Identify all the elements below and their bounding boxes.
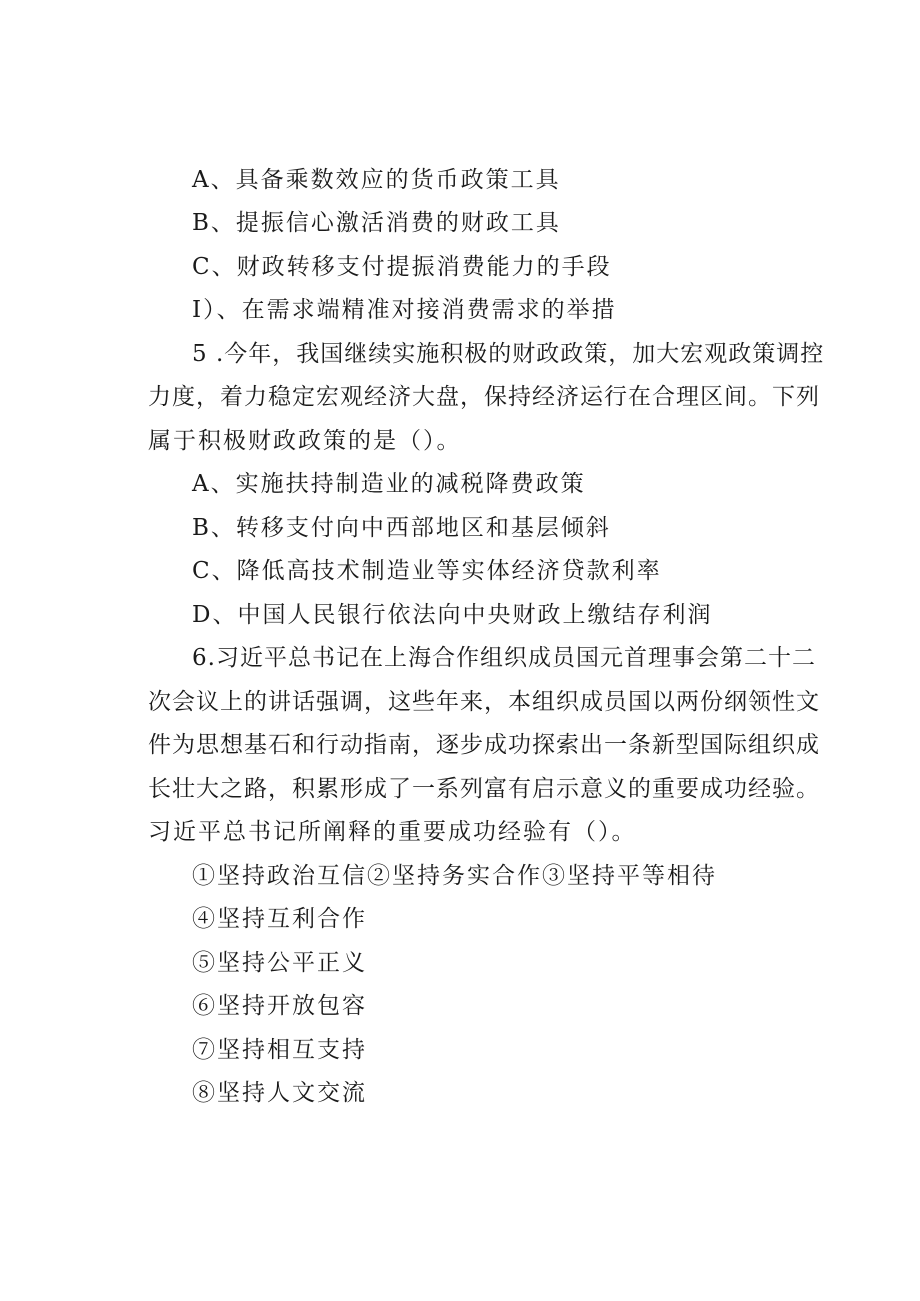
q5-stem-line-2: 力度，着力稳定宏观经济大盘，保持经济运行在合理区间。下列 [148, 384, 820, 410]
q6-item-6: ⑥坚持开放包容 [192, 993, 367, 1019]
q6-item-7: ⑦坚持相互支持 [192, 1037, 367, 1063]
q5-option-a: A、实施扶持制造业的减税降费政策 [192, 471, 586, 497]
q6-item-8: ⑧坚持人文交流 [192, 1080, 367, 1106]
q6-stem-line-1: 6.习近平总书记在上海合作组织成员国元首理事会第二十二 [192, 645, 816, 671]
q6-items-1-3: ①坚持政治互信②坚持务实合作③坚持平等相待 [192, 863, 717, 889]
q6-stem-line-2: 次会议上的讲话强调，这些年来，本组织成员国以两份纲领性文 [148, 689, 820, 715]
q4-option-a: A、具备乘数效应的货币政策工具 [192, 167, 561, 193]
q4-option-d: I）、在需求端精准对接消费需求的举措 [192, 297, 617, 323]
q6-stem-line-5: 习近平总书记所阐释的重要成功经验有（）。 [148, 819, 637, 845]
q4-option-b: B、提振信心激活消费的财政工具 [192, 210, 561, 236]
q5-stem-line-3: 属于积极财政政策的是（）。 [148, 428, 462, 454]
q6-item-4: ④坚持互利合作 [192, 906, 367, 932]
q5-option-d: D、中国人民银行依法向中央财政上缴结存利润 [192, 602, 713, 628]
q6-stem-line-3: 件为思想基石和行动指南，逐步成功探索出一条新型国际组织成 [148, 732, 820, 758]
q6-stem-line-4: 长壮大之路，积累形成了一系列富有启示意义的重要成功经验。 [148, 776, 820, 802]
q5-option-c: C、降低高技术制造业等实体经济贷款利率 [192, 558, 662, 584]
q5-stem-line-1: 5 .今年，我国继续实施积极的财政政策，加大宏观政策调控 [192, 341, 825, 367]
q4-option-c: C、财政转移支付提振消费能力的手段 [192, 254, 612, 280]
q6-item-5: ⑤坚持公平正义 [192, 950, 367, 976]
q5-option-b: B、转移支付向中西部地区和基层倾斜 [192, 515, 611, 541]
